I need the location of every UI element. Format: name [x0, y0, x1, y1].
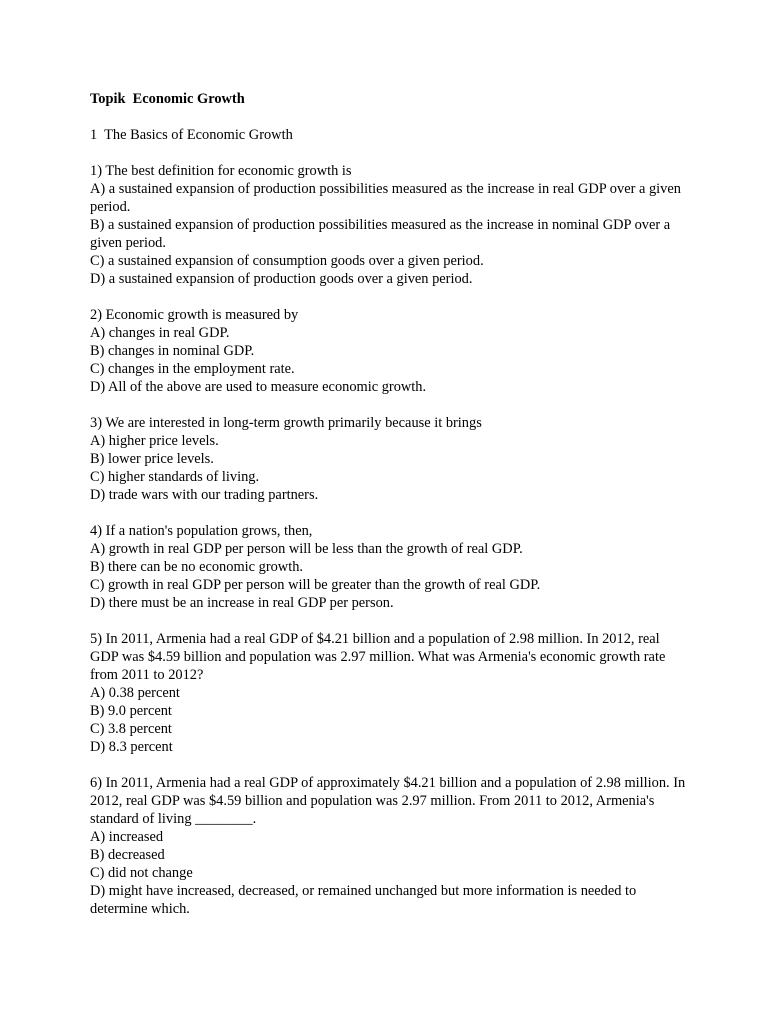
answer-option: C) 3.8 percent — [90, 721, 172, 737]
question-5 — [90, 630, 688, 756]
question-2 — [90, 306, 688, 396]
answer-option: A) higher price levels. — [90, 433, 219, 449]
answer-option: C) changes in the employment rate. — [90, 361, 295, 377]
answer-option: B) changes in nominal GDP. — [90, 343, 255, 359]
answer-option: C) growth in real GDP per person will be greater than the growth of real GDP. — [90, 577, 541, 593]
question-stem: 2) Economic growth is measured by — [90, 307, 299, 323]
section-heading: 1 The Basics of Economic Growth — [90, 127, 293, 143]
answer-option: A) growth in real GDP per person will be less than the growth of real GDP. — [90, 541, 523, 557]
answer-option: A) increased — [90, 829, 164, 845]
question-3 — [90, 414, 688, 504]
question-stem: 6) In 2011, Armenia had a real GDP of approximately $4.21 billion and a population of 2.98 million. In 2012, real GDP was $4.59 billion and population was 2.97 million. From 2011 to 2012, Armenia's standard of living ________. — [90, 775, 686, 827]
question-stem: 4) If a nation's population grows, then, — [90, 523, 313, 539]
document-title: Topik Economic Growth — [90, 91, 245, 107]
answer-option: D) 8.3 percent — [90, 739, 173, 755]
answer-option: A) a sustained expansion of production possibilities measured as the increase in real GDP over a given period. — [90, 181, 681, 215]
answer-option: D) might have increased, decreased, or remained unchanged but more information is needed to determine which. — [90, 883, 637, 917]
answer-option: D) there must be an increase in real GDP per person. — [90, 595, 394, 611]
answer-option: D) trade wars with our trading partners. — [90, 487, 319, 503]
answer-option: C) did not change — [90, 865, 193, 881]
answer-option: A) changes in real GDP. — [90, 325, 230, 341]
question-stem: 5) In 2011, Armenia had a real GDP of $4.21 billion and a population of 2.98 million. In 2012, real GDP was $4.59 billion and population was 2.97 million. What was Armenia's economic growth rate from 2011 to 2012? — [90, 631, 666, 683]
answer-option: D) a sustained expansion of production goods over a given period. — [90, 271, 473, 287]
answer-option: D) All of the above are used to measure economic growth. — [90, 379, 427, 395]
answer-option: C) a sustained expansion of consumption goods over a given period. — [90, 253, 484, 269]
answer-option: B) decreased — [90, 847, 165, 863]
question-stem: 3) We are interested in long-term growth primarily because it brings — [90, 415, 482, 431]
question-6 — [90, 774, 688, 918]
answer-option: B) lower price levels. — [90, 451, 214, 467]
question-1 — [90, 162, 688, 288]
answer-option: A) 0.38 percent — [90, 685, 180, 701]
answer-option: B) there can be no economic growth. — [90, 559, 303, 575]
answer-option: C) higher standards of living. — [90, 469, 260, 485]
question-stem: 1) The best definition for economic growth is — [90, 163, 352, 179]
answer-option: B) 9.0 percent — [90, 703, 172, 719]
answer-option: B) a sustained expansion of production possibilities measured as the increase in nominal GDP over a given period. — [90, 217, 671, 251]
question-4 — [90, 522, 688, 612]
